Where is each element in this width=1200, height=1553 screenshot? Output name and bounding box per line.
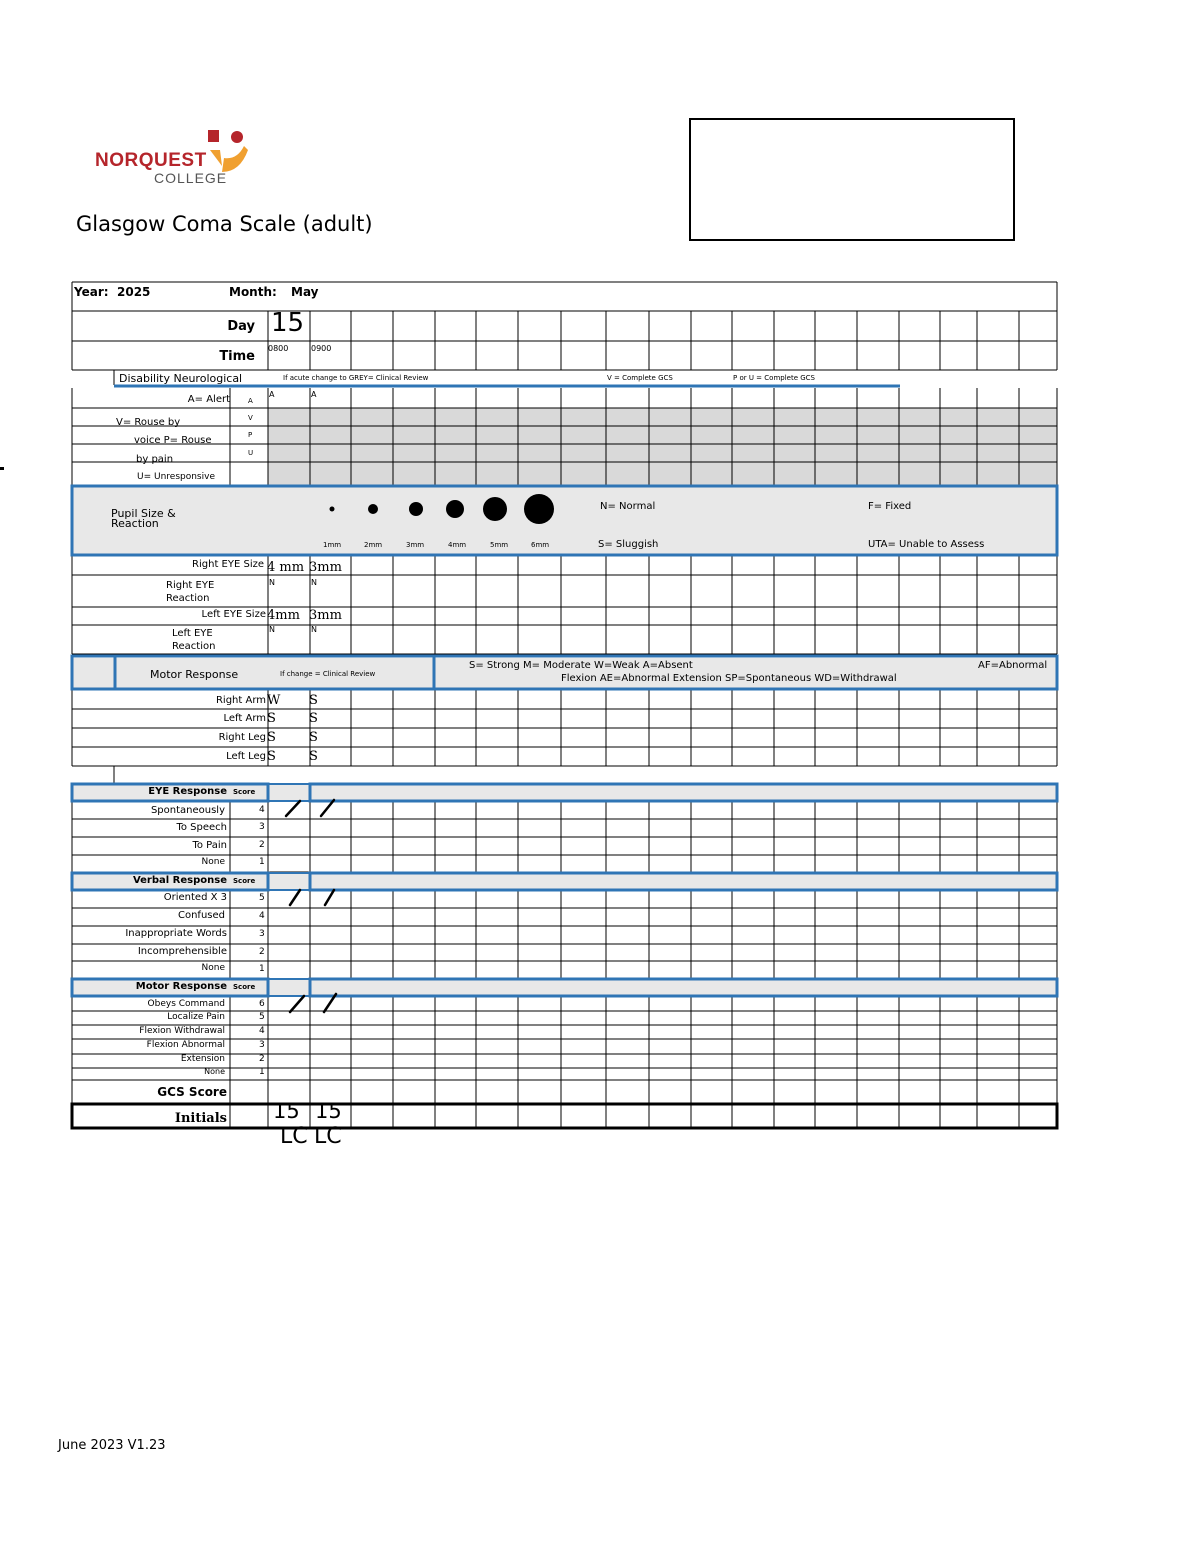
score-band-fill [268,979,1057,996]
motor-limb-legend-3: AF=Abnormal [978,660,1048,671]
motor-item-score: 1 [259,1067,265,1077]
motor-limb-note: If change = Clinical Review [280,670,376,678]
pupil-2mm-dot [368,504,378,514]
pupil-title-2: Reaction [111,517,159,530]
left-eye-size-label: Left EYE Size [201,609,266,620]
entry-1-right-arm[interactable]: W [267,693,281,708]
right-eye-reaction-label-2: Reaction [166,593,210,604]
entry-1-right-leg[interactable]: S [267,730,276,745]
verbal-item-label: Incomprehensible [137,946,227,957]
initials-label: Initials [174,1111,227,1126]
entry-1-left-arm[interactable]: S [267,711,276,726]
pupil-size-1mm: 1mm [323,541,342,549]
verbal-response-score-label: Score [233,877,256,885]
disability-title: Disability Neurological [119,372,243,385]
motor-response-title: Motor Response [135,981,227,992]
avpu-code-u: U [248,449,254,457]
gcs-score-label: GCS Score [157,1085,227,1099]
time-label: Time [219,349,255,364]
entry-2-left-size[interactable]: 3mm [309,608,342,623]
pupil-legend-uta: UTA= Unable to Assess [868,539,985,550]
logo-wordmark-top: NORQUEST [95,150,207,171]
left-leg-label: Left Leg [226,751,266,762]
entry-2-avpu[interactable]: A [311,390,317,399]
page-title: Glasgow Coma Scale (adult) [76,212,373,236]
right-eye-reaction-label-1: Right EYE [166,580,215,591]
motor-item-score: 4 [259,1026,265,1036]
pupil-legend-normal: N= Normal [600,501,656,512]
verbal-item-label: Oriented X 3 [163,892,227,903]
motor-item-score: 5 [259,1012,265,1022]
left-eye-reaction-label-2: Reaction [172,641,216,652]
motor-item-label: None [204,1067,225,1076]
year-label: Year: [74,285,109,299]
score-checkmark [325,890,334,905]
right-arm-label: Right Arm [215,695,266,706]
eye-response-score-label: Score [233,788,256,796]
entry-2-left-arm[interactable]: S [309,711,318,726]
motor-item-label: Flexion Abnormal [146,1040,225,1050]
avpu-grey-fill [268,408,1057,485]
motor-response-score-label: Score [233,983,256,991]
motor-limb-legend-2: Flexion AE=Abnormal Extension SP=Spontaneous WD=Withdrawal [561,673,897,684]
entry-2-right-arm[interactable]: S [309,693,318,708]
avpu-voice-label-2: voice P= Rouse [134,435,212,446]
pupil-size-5mm: 5mm [490,541,509,549]
entry-1-day[interactable]: 15 [271,308,305,338]
pupil-legend-sluggish: S= Sluggish [598,539,659,550]
score-band-fill [268,873,1057,890]
entry-2-initials[interactable]: LC [314,1124,342,1149]
pupil-legend-fixed: F= Fixed [868,501,912,512]
verbal-item-score: 1 [259,964,265,974]
verbal-response-title: Verbal Response [132,875,227,886]
verbal-item-score: 4 [259,911,265,921]
score-checkmark [290,996,304,1012]
motor-limb-title: Motor Response [150,668,239,681]
year-value: 2025 [117,285,151,299]
month-value: May [291,285,319,299]
entry-1-left-leg[interactable]: S [267,749,276,764]
motor-item-score: 3 [259,1040,265,1050]
eye-item-label: To Pain [192,840,227,851]
entry-2-left-leg[interactable]: S [309,749,318,764]
disability-note-acute: If acute change to GREY= Clinical Review [283,374,429,382]
entry-1-left-size[interactable]: 4mm [267,608,300,623]
avpu-voice-label-1: V= Rouse by [116,417,181,428]
pupil-size-3mm: 3mm [406,541,425,549]
eye-item-label: Spontaneously [150,805,225,816]
verbal-item-score: 2 [259,947,265,957]
left-eye-reaction-label-1: Left EYE [172,628,213,639]
eye-item-label: To Speech [176,822,227,833]
right-eye-size-label: Right EYE Size [192,559,264,570]
motor-item-label: Localize Pain [167,1012,225,1022]
entry-1-right-reaction[interactable]: N [269,578,275,587]
avpu-code-v: V [248,414,253,422]
motor-item-score: 2 [259,1054,265,1064]
month-label: Month: [229,285,277,299]
right-leg-label: Right Leg [218,732,266,743]
eye-response-title: EYE Response [148,786,227,797]
verbal-item-label: Confused [177,910,225,921]
avpu-alert-label: A= Alert [187,394,230,405]
score-checkmark [286,801,300,816]
score-band-fill [268,784,1057,801]
entry-2-time[interactable]: 0900 [311,344,332,353]
entry-2-right-reaction[interactable]: N [311,578,317,587]
entry-1-gcs[interactable]: 15 [273,1099,300,1123]
verbal-item-label: Inappropriate Words [125,928,227,939]
pupil-5mm-dot [483,497,507,521]
motor-limb-legend-1: S= Strong M= Moderate W=Weak A=Absent [469,660,693,671]
eye-item-score: 3 [259,822,265,832]
eye-item-score: 4 [259,805,265,815]
avpu-code-a: A [248,397,253,405]
entry-2-left-reaction[interactable]: N [311,625,317,634]
verbal-item-score: 5 [259,893,265,903]
disability-note-pu: P or U = Complete GCS [733,374,815,382]
eye-item-score: 1 [259,857,265,867]
left-arm-label: Left Arm [223,713,266,724]
score-checkmark [290,890,300,905]
pupil-4mm-dot [446,500,464,518]
entry-1-initials[interactable]: LC [280,1124,308,1149]
entry-1-avpu[interactable]: A [269,390,275,399]
entry-2-right-leg[interactable]: S [309,730,318,745]
pupil-6mm-dot [524,494,554,524]
motor-item-label: Flexion Withdrawal [139,1026,225,1036]
entry-1-time[interactable]: 0800 [268,344,289,353]
pupil-size-6mm: 6mm [531,541,550,549]
pupil-1mm-dot [330,507,335,512]
pupil-size-2mm: 2mm [364,541,383,549]
entry-1-left-reaction[interactable]: N [269,625,275,634]
footer-version: June 2023 V1.23 [58,1438,166,1453]
verbal-item-score: 3 [259,929,265,939]
motor-item-label: Obeys Command [147,999,225,1009]
disability-note-v: V = Complete GCS [607,374,673,382]
motor-item-score: 6 [259,999,265,1009]
entry-2-right-size[interactable]: 3mm [309,560,342,575]
pupil-title-1: Pupil Size & [111,507,176,520]
avpu-code-p: P [248,431,253,439]
logo-wordmark-bottom: COLLEGE [154,170,228,186]
pupil-size-4mm: 4mm [448,541,467,549]
verbal-item-label: None [201,963,225,973]
entry-1-right-size[interactable]: 4 mm [267,560,305,575]
avpu-unresponsive-label: U= Unresponsive [137,472,215,482]
avpu-pain-label: by pain [136,454,174,465]
entry-2-gcs[interactable]: 15 [315,1099,342,1123]
day-label: Day [227,319,255,334]
eye-item-label: None [201,857,225,867]
pupil-3mm-dot [409,502,423,516]
motor-item-label: Extension [180,1054,225,1064]
eye-item-score: 2 [259,840,265,850]
